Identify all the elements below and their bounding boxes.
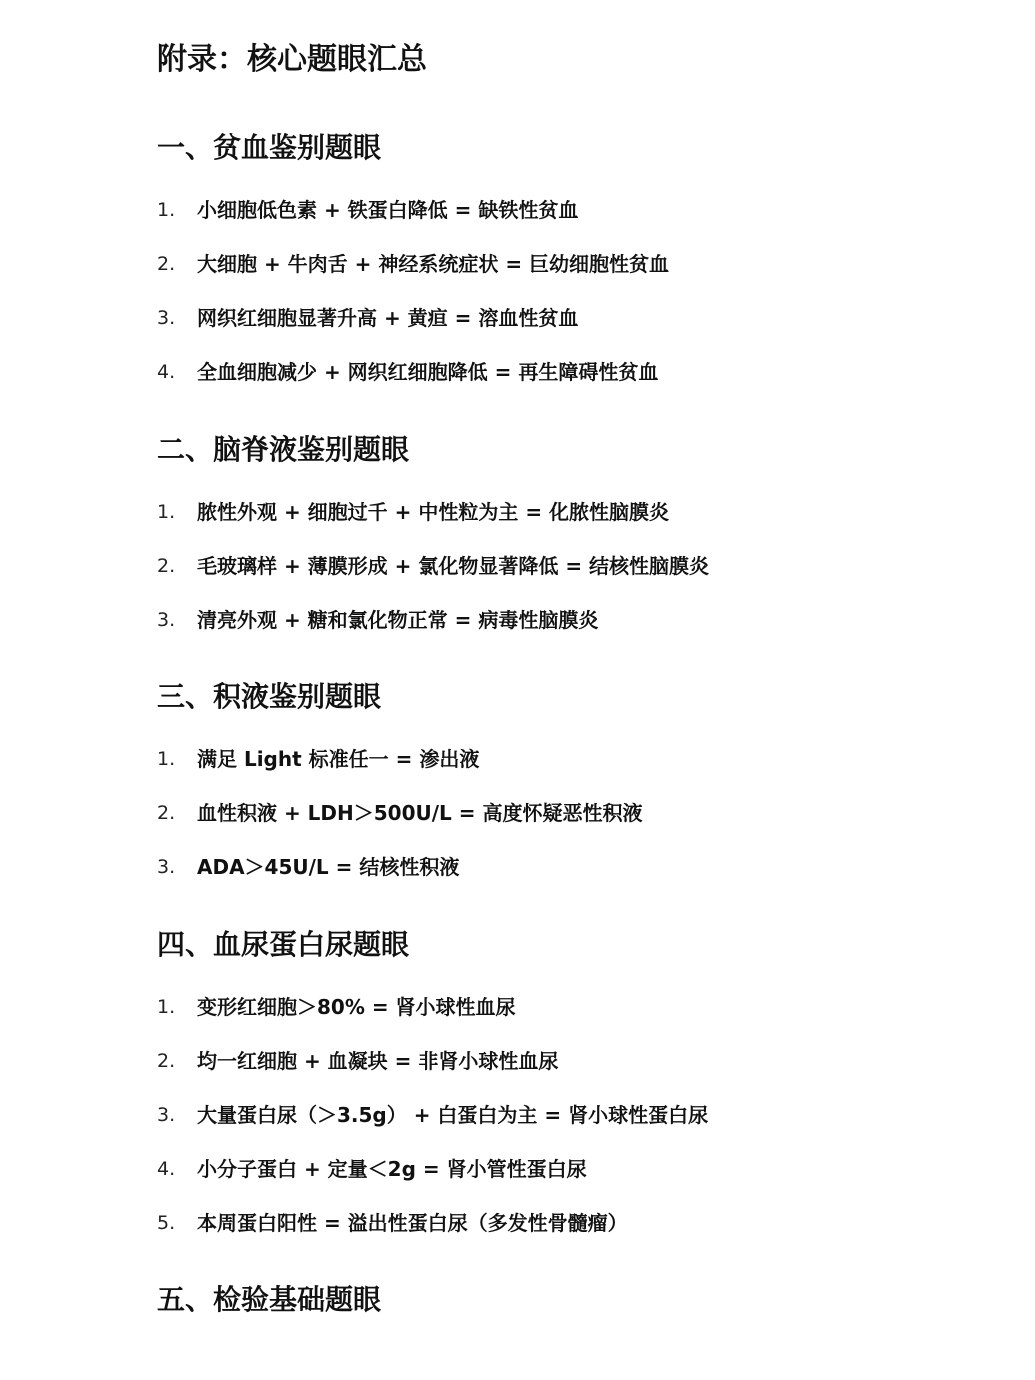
section-heading: 四、血尿蛋白尿题眼	[157, 928, 410, 961]
item-number: 2.	[157, 253, 176, 275]
list-item	[157, 1154, 1017, 1208]
section-heading: 三、积液鉴别题眼	[157, 680, 382, 713]
section-heading: 五、检验基础题眼	[157, 1283, 382, 1316]
item-text: 毛玻璃样 + 薄膜形成 + 氯化物显著降低 = 结核性脑膜炎	[197, 554, 710, 578]
item-number: 1.	[157, 748, 176, 770]
item-number: 1.	[157, 199, 176, 221]
list-item	[157, 303, 1017, 357]
item-text: 清亮外观 + 糖和氯化物正常 = 病毒性脑膜炎	[197, 608, 599, 632]
document-title: 附录：核心题眼汇总	[157, 42, 427, 77]
item-number: 1.	[157, 501, 176, 523]
item-number: 4.	[157, 361, 176, 383]
item-number: 1.	[157, 996, 176, 1018]
item-text: ADA＞45U/L = 结核性积液	[197, 855, 460, 879]
item-text: 网织红细胞显著升高 + 黄疸 = 溶血性贫血	[197, 306, 579, 330]
section-lab-basics	[157, 1280, 1017, 1320]
item-text: 全血细胞减少 + 网织红细胞降低 = 再生障碍性贫血	[197, 360, 659, 384]
list-item	[157, 1208, 1017, 1262]
list-item	[157, 852, 1017, 906]
section-csf	[157, 430, 1017, 659]
item-text: 小分子蛋白 + 定量＜2g = 肾小管性蛋白尿	[197, 1157, 587, 1181]
item-number: 2.	[157, 802, 176, 824]
item-list	[157, 992, 1017, 1262]
list-item	[157, 1046, 1017, 1100]
item-list	[157, 497, 1017, 659]
list-item	[157, 357, 1017, 411]
list-item	[157, 744, 1017, 798]
item-text: 大细胞 + 牛肉舌 + 神经系统症状 = 巨幼细胞性贫血	[197, 252, 670, 276]
list-item	[157, 195, 1017, 249]
list-item	[157, 605, 1017, 659]
item-text: 本周蛋白阳性 = 溢出性蛋白尿（多发性骨髓瘤）	[197, 1211, 628, 1235]
section-effusion	[157, 677, 1017, 906]
list-item	[157, 497, 1017, 551]
section-heading: 一、贫血鉴别题眼	[157, 131, 382, 164]
item-text: 脓性外观 + 细胞过千 + 中性粒为主 = 化脓性脑膜炎	[197, 500, 670, 524]
item-number: 2.	[157, 1050, 176, 1072]
item-text: 血性积液 + LDH＞500U/L = 高度怀疑恶性积液	[197, 801, 643, 825]
item-text: 变形红细胞＞80% = 肾小球性血尿	[197, 995, 516, 1019]
section-hematuria-proteinuria	[157, 925, 1017, 1262]
item-text: 大量蛋白尿（＞3.5g） + 白蛋白为主 = 肾小球性蛋白尿	[197, 1103, 709, 1127]
item-number: 5.	[157, 1212, 176, 1234]
item-number: 2.	[157, 555, 176, 577]
item-text: 均一红细胞 + 血凝块 = 非肾小球性血尿	[197, 1049, 559, 1073]
list-item	[157, 551, 1017, 605]
item-list	[157, 744, 1017, 906]
list-item	[157, 992, 1017, 1046]
item-number: 3.	[157, 609, 176, 631]
item-number: 3.	[157, 307, 176, 329]
list-item	[157, 1100, 1017, 1154]
list-item	[157, 249, 1017, 303]
item-number: 4.	[157, 1158, 176, 1180]
item-number: 3.	[157, 856, 176, 878]
list-item	[157, 798, 1017, 852]
item-number: 3.	[157, 1104, 176, 1126]
item-text: 满足 Light 标准任一 = 渗出液	[197, 747, 480, 771]
item-text: 小细胞低色素 + 铁蛋白降低 = 缺铁性贫血	[197, 198, 579, 222]
section-anemia	[157, 128, 1017, 411]
section-heading: 二、脑脊液鉴别题眼	[157, 433, 410, 466]
item-list	[157, 195, 1017, 411]
